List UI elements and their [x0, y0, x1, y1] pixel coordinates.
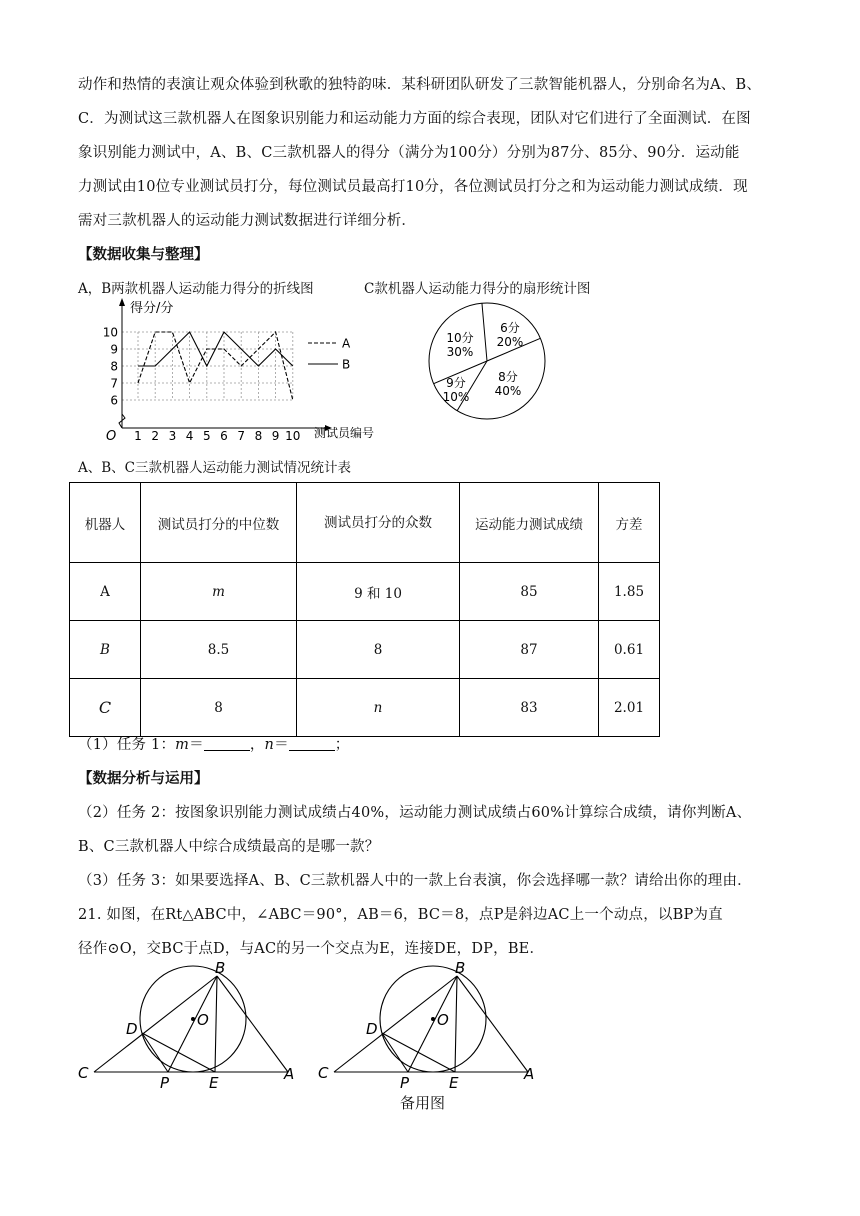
fig-main-center-dot: [191, 1017, 195, 1021]
table-row: [70, 621, 660, 679]
x-tick-label: 5: [202, 429, 211, 443]
task1-n: n: [264, 737, 275, 753]
task2-line-1: （2）任务 2：按图象识别能力测试成绩占40%，运动能力测试成绩占60%计算综合成绩，请你判断A、: [78, 805, 752, 821]
x-tick-label: 7: [237, 429, 246, 443]
y-tick-label: 8: [110, 359, 118, 374]
cell-score: 87: [460, 621, 599, 679]
x-tick-label: 8: [254, 429, 263, 443]
th-robot: 机器人: [70, 483, 141, 563]
y-tick-label: 9: [110, 342, 118, 357]
table-row: [70, 563, 660, 621]
fig-backup-point-label: C: [318, 1064, 329, 1082]
fig-main-point-label: B: [215, 962, 226, 977]
fig-backup-segment-bp: [408, 976, 457, 1072]
fig-backup-center-dot: [431, 1017, 435, 1021]
cell-variance: 2.01: [599, 679, 660, 737]
fig-main-point-label: O: [197, 1011, 209, 1029]
cell-robot: A: [70, 563, 141, 621]
x-tick-label: 6: [220, 429, 228, 443]
fig-backup-point-label: A: [524, 1065, 535, 1083]
th-median: 测试员打分的中位数: [141, 483, 297, 563]
pie-chart-caption: C款机器人运动能力得分的扇形统计图: [364, 281, 591, 297]
th-mode: 测试员打分的众数: [297, 483, 460, 563]
task2-line-2: B、C三款机器人中综合成绩最高的是哪一款？: [78, 839, 380, 855]
pie-chart: [420, 302, 560, 422]
table-row: [70, 679, 660, 737]
fig-main-segment-be: [215, 976, 217, 1072]
fig-backup-segment-dp: [382, 1033, 408, 1072]
x-axis-label: 测试员编号: [314, 426, 375, 440]
pie-slice-label: 10分: [446, 331, 474, 345]
series-line-b: [138, 332, 293, 366]
intro-line-1: 动作和热情的表演让观众体验到秋歌的独特韵味．某科研团队研发了三款智能机器人，分别命名为A、B、: [78, 77, 762, 93]
task1-n-blank[interactable]: [289, 749, 335, 751]
cell-variance: 1.85: [599, 563, 660, 621]
origin-label: O: [106, 429, 117, 444]
task1-eq-m: ＝: [189, 737, 204, 753]
fig-backup-segment-de: [382, 1033, 455, 1072]
cell-median: m: [141, 563, 297, 621]
geometry-figure-main: [70, 962, 310, 1092]
x-tick-label: 1: [134, 429, 142, 443]
y-tick-label: 10: [102, 325, 118, 340]
task1-end: ；: [334, 737, 350, 753]
x-tick-label: 2: [151, 429, 160, 443]
x-tick-label: 9: [271, 429, 280, 443]
section-analysis: 【数据分析与运用】: [78, 770, 209, 787]
table-caption: A、B、C三款机器人运动能力测试情况统计表: [78, 460, 351, 476]
fig-main-segment-bp: [168, 976, 217, 1072]
intro-line-3: 象识别能力测试中，A、B、C三款机器人的得分（满分为100分）分别为87分、85分、90分．运动能: [78, 145, 740, 161]
x-tick-label: 4: [185, 429, 194, 443]
task1-m: m: [175, 737, 190, 753]
legend-label-b: B: [342, 357, 351, 372]
line-chart-caption: A，B两款机器人运动能力得分的折线图: [78, 281, 314, 297]
section-data-collection: 【数据收集与整理】: [78, 246, 209, 263]
q21-line-1: 21. 如图，在Rt△ABC中，∠ABC＝90°，AB＝6，BC＝8，点P是斜边AC上一个动点，以BP为直: [78, 907, 723, 923]
y-tick-label: 7: [110, 376, 118, 391]
fig-main-segment-dp: [142, 1033, 168, 1072]
fig-main-point-label: P: [160, 1074, 170, 1092]
fig-backup-point-label: E: [449, 1074, 459, 1092]
cell-median: 8: [141, 679, 297, 737]
task1-sep: ，: [249, 737, 265, 753]
pie-slice-percent: 40%: [494, 384, 522, 398]
intro-line-5: 需对三款机器人的运动能力测试数据进行详细分析．: [78, 213, 417, 229]
fig-backup-point-label: O: [437, 1011, 449, 1029]
cell-robot: C: [70, 679, 141, 737]
pie-slice-percent: 20%: [496, 335, 524, 349]
fig-backup-segment-ba: [457, 976, 528, 1072]
x-tick-label: 10: [285, 429, 301, 443]
pie-slice-label: 8分: [498, 370, 518, 384]
cell-mode: 9 和 10: [297, 563, 460, 621]
pie-slice-label: 6分: [500, 321, 520, 335]
x-tick-label: 3: [168, 429, 177, 443]
legend-label-a: A: [342, 336, 351, 351]
fig-backup-point-label: D: [366, 1020, 378, 1038]
stats-table: [69, 482, 660, 737]
geometry-figure-backup: [310, 962, 550, 1092]
fig-main-segment-ba: [217, 976, 288, 1072]
pie-slice-percent: 30%: [446, 345, 474, 359]
task3-line: （3）任务 3：如果要选择A、B、C三款机器人中的一款上台表演，你会选择哪一款？请给出你的理由．: [78, 873, 752, 889]
fig-backup-point-label: B: [455, 962, 466, 977]
fig-main-point-label: C: [78, 1064, 89, 1082]
pie-slice-label: 9分: [446, 376, 466, 390]
cell-mode: 8: [297, 621, 460, 679]
intro-line-4: 力测试由10位专业测试员打分，每位测试员最高打10分，各位测试员打分之和为运动能力测试成绩．现: [78, 179, 748, 195]
th-variance: 方差: [599, 483, 660, 563]
cell-robot: B: [70, 621, 141, 679]
task1-prefix: （1）任务 1：: [78, 737, 176, 753]
pie-slice-percent: 10%: [442, 390, 470, 404]
cell-score: 83: [460, 679, 599, 737]
fig-backup-segment-be: [455, 976, 457, 1072]
fig-main-point-label: E: [209, 1074, 219, 1092]
table-header-row: [70, 483, 660, 563]
fig-main-segment-de: [142, 1033, 215, 1072]
task1-eq-n: ＝: [274, 737, 289, 753]
line-chart: [100, 296, 400, 446]
fig-backup-point-label: P: [400, 1074, 410, 1092]
fig-main-point-label: D: [126, 1020, 138, 1038]
y-axis-label: 得分/分: [130, 301, 174, 316]
task1-m-blank[interactable]: [204, 749, 250, 751]
cell-median: 8.5: [141, 621, 297, 679]
cell-variance: 0.61: [599, 621, 660, 679]
task1-line: [78, 733, 349, 754]
y-tick-label: 6: [110, 393, 118, 408]
y-axis-arrow: [119, 298, 125, 306]
backup-figure-caption: 备用图: [400, 1094, 446, 1112]
intro-line-2: C．为测试这三款机器人在图象识别能力和运动能力方面的综合表现，团队对它们进行了全面测试．在图: [78, 111, 751, 127]
cell-score: 85: [460, 563, 599, 621]
cell-mode: n: [297, 679, 460, 737]
th-score: 运动能力测试成绩: [460, 483, 599, 563]
fig-main-point-label: A: [284, 1065, 295, 1083]
q21-line-2: 径作⊙O，交BC于点D，与AC的另一个交点为E，连接DE，DP，BE．: [78, 941, 545, 957]
